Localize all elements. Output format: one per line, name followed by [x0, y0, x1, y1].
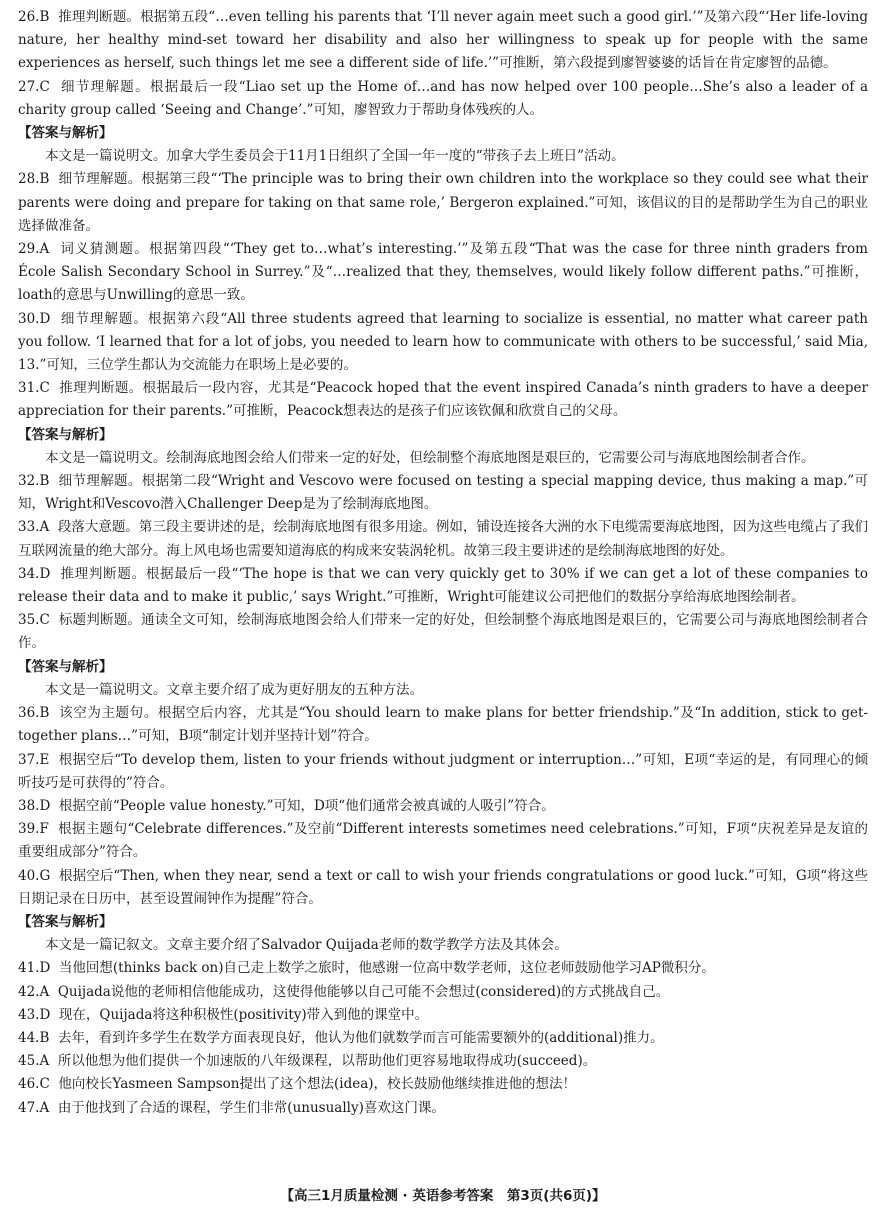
answer-item-38: 38.D 根据空前“People value honesty.”可知，D项“他们通常会被真诚的人吸引”符合。: [18, 797, 555, 814]
answer-sheet: [18, 6, 868, 1120]
answer-item-26: 26.B 推理判断题。根据第五段“…even telling his parents that ‘I’ll never again meet such a good girl.’”及第六段“‘Her life-loving nature, her healthy mind-set toward her disability and also her willingness to speak up for people with the same experiences as herself, such things let me see a different side of life.’”可推断，第六段提到廖智婆婆的话旨在肯定廖智的品德。: [18, 9, 868, 72]
answer-item-33: 33.A 段落大意题。第三段主要讲述的是，绘制海底地图有很多用途。例如，铺设连接各大洲的水下电缆需要海底地图，因为这些电缆占了我们互联网流量的绝大部分。海上风电场也需要知道海底的构成来安装涡轮机。故第三段主要讲述的是绘制海底地图的好处。: [18, 519, 868, 559]
page-footer: 【高三1月质量检测 · 英语参考答案 第3页(共6页)】: [280, 1188, 606, 1204]
section-4: [18, 656, 868, 911]
section-intro: 本文是一篇说明文。绘制海底地图会给人们带来一定的好处，但绘制整个海底地图是艰巨的，它需要公司与海底地图绘制者合作。: [45, 449, 815, 466]
answer-item-45: 45.A 所以他想为他们提供一个加速版的八年级课程，以帮助他们更容易地取得成功(succeed)。: [18, 1053, 597, 1070]
answer-item-43: 43.D 现在，Quijada将这种积极性(positivity)带入到他的课堂中。: [18, 1006, 429, 1023]
section-intro: 本文是一篇说明文。文章主要介绍了成为更好朋友的五种方法。: [45, 681, 423, 698]
section-header: 【答案与解析】: [18, 426, 113, 443]
answer-item-39: 39.F 根据主题句“Celebrate differences.”及空前“Different interests sometimes need celebrations.”可知，F项“庆祝差异是友谊的重要组成部分”符合。: [18, 821, 868, 861]
answer-item-29: 29.A 词义猜测题。根据第四段“‘They get to…what’s interesting.’”及第五段“That was the case for three ninth graders from École Salish Secondary School in Surrey.”及“…realized that they, themselves, would likely follow different paths.”可推断，loath的意思与Unwilling的意思一致。: [18, 241, 868, 304]
answer-item-30: 30.D 细节理解题。根据第六段“All three students agreed that learning to socialize is essential, no matter what career path you follow. ‘I learned that for a lot of jobs, you needed to learn how to communicate with others to be successful,’ said Mia, 13.”可知，三位学生都认为交流能力在职场上是必要的。: [18, 310, 868, 374]
section-header: 【答案与解析】: [18, 658, 113, 675]
section-intro: 本文是一篇记叙文。文章主要介绍了Salvador Quijada老师的数学教学方法及其体会。: [45, 937, 568, 954]
answer-item-27: 27.C 细节理解题。根据最后一段“Liao set up the Home of…and has now helped over 100 people…She’s also a leader of a charity group called ‘Seeing and Change’.”可知，廖智致力于帮助身体残疾的人。: [18, 78, 868, 118]
answer-item-44: 44.B 去年，看到许多学生在数学方面表现良好，他认为他们就数学而言可能需要额外的(additional)推力。: [18, 1029, 664, 1046]
answer-item-35: 35.C 标题判断题。通读全文可知，绘制海底地图会给人们带来一定的好处，但绘制整个海底地图是艰巨的，它需要公司与海底地图绘制者合作。: [18, 612, 868, 652]
section-intro: 本文是一篇说明文。加拿大学生委员会于11月1日组织了全国一年一度的“带孩子去上班日”活动。: [45, 148, 625, 165]
answer-item-40: 40.G 根据空后“Then, when they near, send a text or call to wish your friends congratulations or good luck.”可知，G项“将这些日期记录在日历中，甚至设置闹钟作为提醒”符合。: [18, 867, 868, 907]
answer-item-37: 37.E 根据空后“To develop them, listen to your friends without judgment or interruption…”可知，E项“幸运的是，有同理心的倾听技巧是可获得的”符合。: [18, 751, 868, 791]
section-header: 【答案与解析】: [18, 125, 113, 142]
answer-item-31: 31.C 推理判断题。根据最后一段内容，尤其是“Peacock hoped that the event inspired Canada’s ninth graders to have a deeper appreciation for their parents.”可推断，Peacock想表达的是孩子们应该钦佩和欣赏自己的父母。: [18, 380, 868, 420]
answer-item-41: 41.D 当他回想(thinks back on)自己走上数学之旅时，他感谢一位高中数学老师，这位老师鼓励他学习AP微积分。: [18, 960, 715, 977]
answer-item-47: 47.A 由于他找到了合适的课程，学生们非常(unusually)喜欢这门课。: [18, 1099, 445, 1116]
section-1: [18, 6, 868, 122]
answer-item-42: 42.A Quijada说他的老师相信他能成功，这使得他能够以自己可能不会想过(considered)的方式挑战自己。: [18, 983, 670, 1000]
section-header: 【答案与解析】: [18, 913, 113, 930]
answer-item-36: 36.B 该空为主题句。根据空后内容，尤其是“You should learn to make plans for better friendship.”及“In addition, stick to get-together plans…”可知，B项“制定计划并坚持计划”符合。: [18, 705, 868, 745]
answer-item-28: 28.B 细节理解题。根据第三段“‘The principle was to bring their own children into the workplace so they could see what their parents were doing and prepare for taking on that same role,’ Bergeron explained.”可知，该倡议的目的是帮助学生为自己的职业选择做准备。: [18, 171, 868, 234]
answer-item-32: 32.B 细节理解题。根据第二段“Wright and Vescovo were focused on testing a special mapping device, thus making a map.”可知，Wright和Vescovo潜入Challenger Deep是为了绘制海底地图。: [18, 473, 869, 513]
answer-item-46: 46.C 他向校长Yasmeen Sampson提出了这个想法(idea)，校长鼓励他继续推进他的想法！: [18, 1076, 577, 1093]
section-2: [18, 122, 868, 424]
section-3: [18, 424, 868, 656]
answer-item-34: 34.D 推理判断题。根据最后一段“‘The hope is that we can very quickly get to 30% if we can get a lot of these companies to release their data and to make it public,’ says Wright.”可推断，Wright可能建议公司把他们的数据分享给海底地图绘制者。: [18, 565, 868, 606]
section-5: [18, 911, 868, 1120]
